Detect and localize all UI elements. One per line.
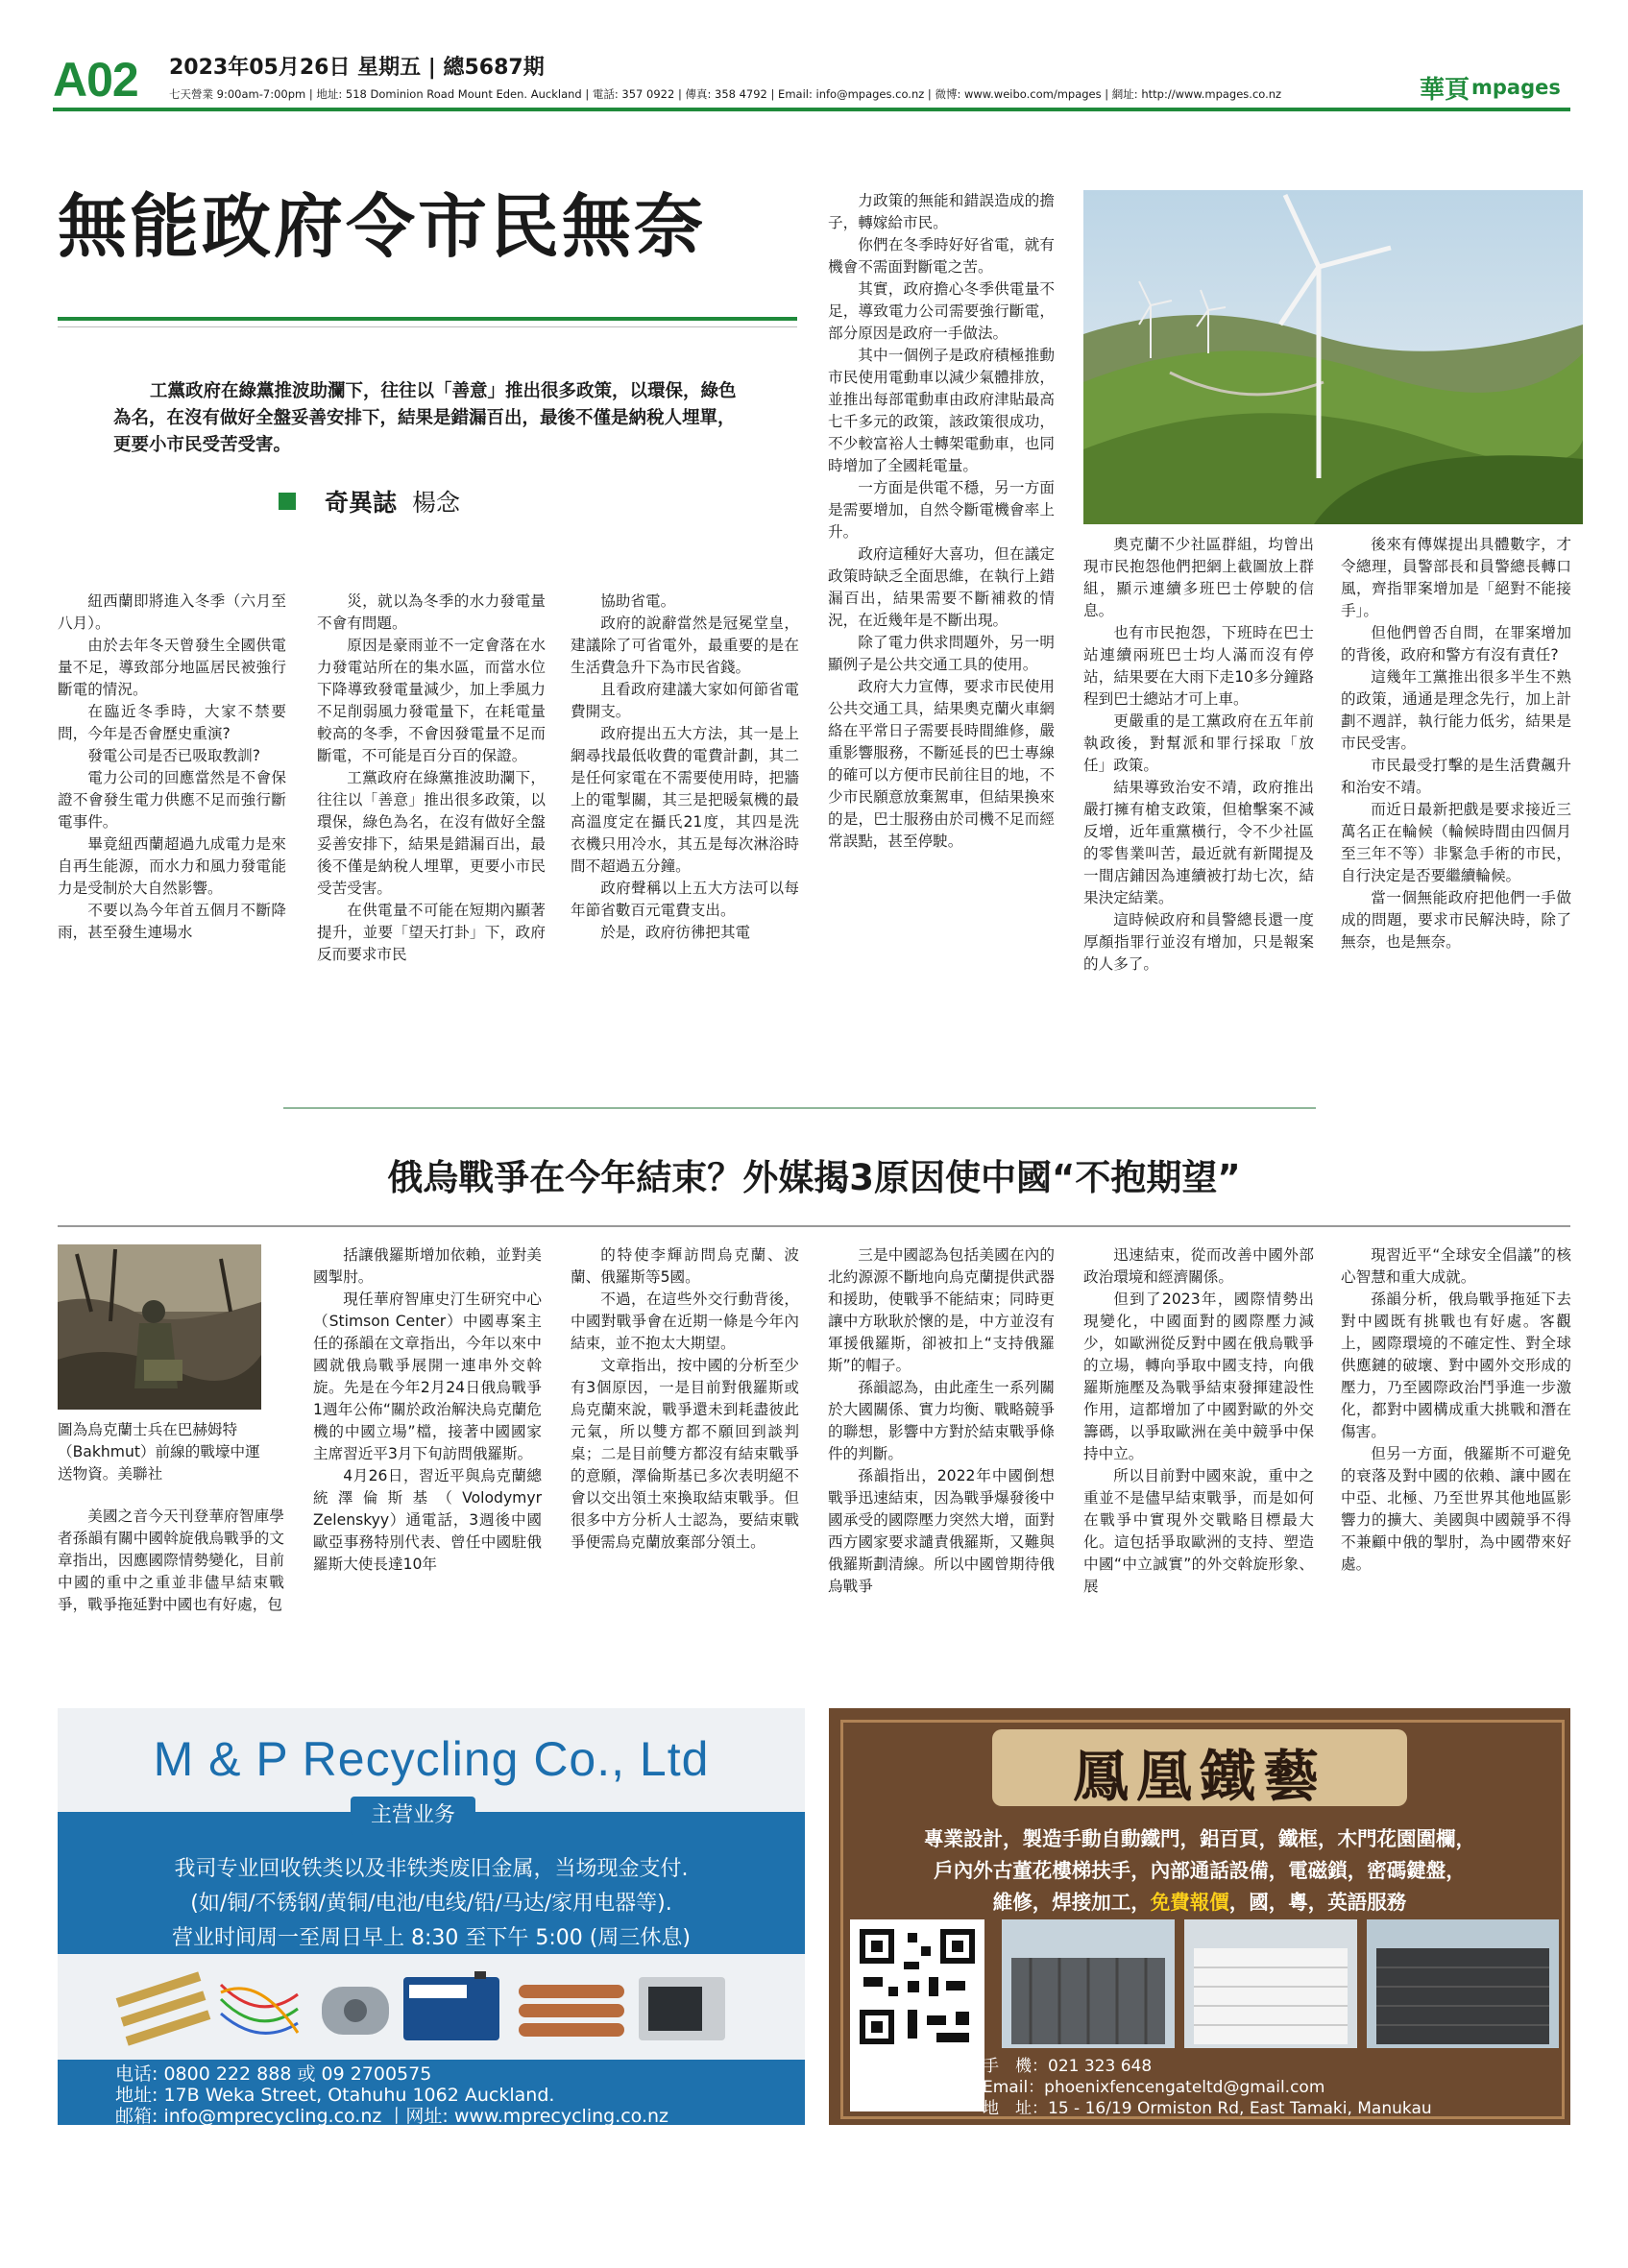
ad1-line3: 营业时间周一至周日早上 8:30 至下午 5:00 (周三休息) (172, 1926, 691, 1950)
ad2-line3b: ，國，粵，英語服務 (1228, 1891, 1407, 1914)
paragraph: 你們在冬季時好好省電，就有機會不需面對斷電之苦。 (828, 236, 1055, 276)
article2-col5 (1083, 1244, 1314, 1598)
ad1-contact (58, 2060, 805, 2125)
article2-col2 (313, 1244, 542, 1576)
article1-col2 (317, 591, 546, 966)
paragraph: 更嚴重的是工黨政府在五年前執政後，對幫派和罪行採取「放任」政策。 (1083, 712, 1314, 774)
paragraph: 結果導致治安不靖，政府推出嚴打擁有槍支政策，但槍擊案不減反增，近年重黨橫行，令不少社區的零售業叫苦，最近就有新聞提及一間店鋪因為連續被打劫七次，結果決定結業。 (1083, 779, 1314, 906)
ad2-services (858, 1823, 1542, 1918)
logo-mark: 華頁 (1420, 75, 1470, 105)
article2-col3 (571, 1244, 799, 1554)
paragraph: 孫韻指出，2022年中國倒想戰爭迅速結束，因為戰爭爆發後中國承受的國際壓力突然大增，面對西方國家要求譴責俄羅斯，又難與俄羅斯劃清線。所以中國曾期待俄烏戰爭 (828, 1467, 1055, 1595)
article2-rule (58, 1225, 1570, 1227)
paragraph: 這時候政府和員警總長還一度厚顏指罪行並沒有增加，只是報案的人多了。 (1083, 911, 1314, 973)
ad2-line2: 戶內外古董花樓梯扶手，內部通話設備，電磁鎖，密碼鍵盤， (934, 1859, 1466, 1882)
author-name: 楊念 (412, 489, 461, 517)
paragraph: 不過，在這些外交行動背後，中國對戰爭會在近期一條是今年內結束，並不抱太大期望。 (571, 1291, 799, 1352)
paragraph: 市民最受打擊的是生活費飆升和治安不靖。 (1341, 757, 1571, 796)
paragraph: 現任華府智庫史汀生研究中心（Stimson Center）中國專案主任的孫韻在文章指出，今年以來中國就俄烏戰爭展開一連串外交斡旋。先是在今年2月24日俄烏戰爭1週年公佈“關於政治解決烏克蘭危機的中國立場”檔，接著中國國家主席習近平3月下旬訪問俄羅斯。 (313, 1291, 542, 1462)
paragraph: 政府的說辭當然是冠冕堂皇，建議除了可省電外，最重要的是在生活費急升下為市民省錢。 (571, 615, 799, 676)
ad2-line3 (858, 1887, 1542, 1918)
article2-col6 (1341, 1244, 1571, 1576)
photo-caption: 圖為烏克蘭士兵在巴赫姆特（Bakhmut）前線的戰壕中運送物資。美聯社 (58, 1421, 260, 1483)
paragraph: 發電公司是否已吸取教訓? (87, 747, 260, 764)
paragraph: 這幾年工黨推出很多半生不熟的政策，通通是理念先行，加上計劃不週詳，執行能力低劣，結果是市民受害。 (1341, 668, 1571, 752)
paragraph: 孫韻認為，由此產生一系列關於大國關係、實力均衡、戰略競爭的聯想，影響中方對於結束戰爭條件的判斷。 (828, 1379, 1055, 1462)
paragraph: 其實，政府擔心冬季供電量不足，導致電力公司需要強行斷電，部分原因是政府一手做法。 (828, 280, 1055, 342)
ad1-line2: (如/铜/不锈钢/黄铜/电池/电线/铅/马达/家用电器等). (190, 1892, 672, 1916)
paragraph: 但他們曾否自問，在罪案增加的背後，政府和警方有沒有責任? (1341, 624, 1571, 664)
title-rule-thin (58, 326, 797, 327)
mp-recycling-ad[interactable] (58, 1708, 805, 2125)
header-rule (53, 108, 1570, 111)
paragraph: 也有市民抱怨，下班時在巴士站連續兩班巴士均人滿而沒有停站，結果要在大雨下走10多分鐘路程到巴士總站才可上車。 (1083, 624, 1314, 708)
paragraph: 所以目前對中國來說，重中之重並不是儘早結束戰爭，而是如何在戰爭中實現外交戰略目標最大化。這包括爭取歐洲的支持、塑造中國“中立誠實”的外交斡旋形象、展 (1083, 1467, 1314, 1595)
free-quote-highlight: 免費報價 (1150, 1891, 1229, 1914)
paragraph: 於是，政府彷彿把其電 (600, 924, 751, 941)
paragraph: 但到了2023年，國際情勢出現變化，中國面對的國際壓力減少，如歐洲從反對中國在俄烏戰爭的立場，轉向爭取中國支持，向俄羅斯施壓及為戰爭結束發揮建設性作用，這都增加了中國對歐的外交籌碼，以爭取歐洲在美中競爭中保持中立。 (1083, 1291, 1314, 1462)
paragraph: 4月26日，習近平與烏克蘭總統澤倫斯基（Volodymyr Zelenskyy）通電話，3週後中國歐亞事務特別代表、曾任中國駐俄羅斯大使長達10年 (313, 1467, 542, 1573)
ad1-line1: 我司专业回收铁类以及非铁类废旧金属，当场现金支付. (174, 1857, 689, 1881)
title-rule (58, 317, 797, 321)
paragraph: 紐西蘭即將進入冬季（六月至八月）。 (58, 592, 286, 632)
wind-turbine-photo (1083, 190, 1583, 524)
publisher-info: 七天營業 9:00am-7:00pm | 地址: 518 Dominion Road Mount Eden. Auckland | 電話: 357 0922 | 傳真: 358 4792 | Email: info@mpages.co.nz | 微博: www.weibo.com/mpages | 網址: http://www.mpages.co.nz (169, 87, 1282, 101)
paragraph: 孫韻分析，俄烏戰爭拖延下去對中國既有挑戰也有好處。客觀上，國際環境的不確定性、對全球供應鏈的破壞、對中國外交形成的壓力，乃至國際政治鬥爭進一步激化，都對中國構成重大挑戰和潛在傷害。 (1341, 1291, 1571, 1440)
paragraph: 文章指出，按中國的分析至少有3個原因，一是目前對俄羅斯或烏克蘭來說，戰爭還未到耗盡彼此元氣，所以雙方都不願回到談判桌；二是目前雙方都沒有結束戰爭的意願，澤倫斯基已多次表明絕不會以交出領土來換取結束戰爭。但很多中方分析人士認為，要結束戰爭便需烏克蘭放棄部分領土。 (571, 1357, 799, 1551)
section-divider (283, 1107, 1316, 1109)
paragraph: 當一個無能政府把他們一手做成的問題，要求市民解決時，除了無奈，也是無奈。 (1341, 889, 1571, 951)
paragraph: 原因是豪雨並不一定會落在水力發電站所在的集水區，而當水位下降導致發電量減少，加上季風力不足削弱風力發電量下，在耗電量較高的冬季，不會因發電量不足而斷電，不可能是百分百的保證。 (317, 637, 546, 764)
gate-photos (1002, 1919, 1559, 2048)
article1-col5 (1083, 534, 1314, 976)
ad1-tab: 主营业务 (351, 1797, 475, 1835)
article1-col4 (828, 190, 1055, 853)
paragraph: 不要以為今年首五個月不斷降雨，甚至發生連場水 (58, 902, 286, 941)
ad2-contact (983, 2056, 1432, 2119)
paragraph: 奧克蘭不少社區群組，均曾出現市民抱怨他們把網上截圖放上群組，顯示連續多班巴士停駛的信息。 (1083, 536, 1314, 619)
paragraph: 其中一個例子是政府積極推動市民使用電動車以減少氣體排放，並推出每部電動車由政府津貼最高七千多元的政策，該政策很成功，不少較富裕人士轉架電動車，也同時增加了全國耗電量。 (828, 347, 1055, 474)
page-number: A02 (53, 53, 138, 107)
ad1-email-web[interactable]: 邮箱: info@mprecycling.co.nz 丨网址: www.mprecycling.co.nz (115, 2106, 669, 2125)
ad2-address: 地 址：15 - 16/19 Ormiston Rd, East Tamaki, Manukau (983, 2099, 1432, 2118)
paragraph: 畢竟紐西蘭超過九成電力是來自再生能源，而水力和風力發電能力是受制於大自然影響。 (58, 835, 286, 897)
ad2-title: 鳳凰鐵藝 (1072, 1744, 1326, 1809)
byline (279, 484, 460, 519)
article1-title: 無能政府令市民無奈 (58, 185, 707, 267)
ad2-mobile[interactable]: 手 機：021 323 648 (983, 2057, 1153, 2076)
article1-col3 (571, 591, 799, 944)
paragraph: 在供電量不可能在短期內顯著提升，並要「望天打卦」下，政府反而要求市民 (317, 902, 546, 963)
paragraph: 政府這種好大喜功，但在議定政策時缺乏全面思維，在執行上錯漏百出，結果需要不斷補救的情況，在近幾年是不斷出現。 (828, 545, 1055, 629)
ad1-phone[interactable]: 电话: 0800 222 888 或 09 2700575 (115, 2063, 432, 2085)
article1-col6 (1341, 534, 1571, 953)
article1-col1 (58, 591, 286, 944)
paragraph: 括讓俄羅斯增加依賴，並對美國掣肘。 (313, 1246, 542, 1286)
paragraph: 美國之音今天刊登華府智庫學者孫韻有關中國斡旋俄烏戰爭的文章指出，因應國際情勢變化，目前中國的重中之重並非儘早結束戰爭，戰爭拖延對中國也有好處，包 (58, 1508, 284, 1613)
paragraph: 後來有傳媒提出具體數字，才令總理，員警部長和員警總長轉口風，齊指罪案增加是「絕對不能接手」。 (1341, 536, 1571, 619)
paragraph: 協助省電。 (600, 592, 676, 610)
column-name: 奇異誌 (325, 489, 398, 517)
phoenix-iron-art-ad[interactable] (829, 1708, 1570, 2125)
paragraph: 力政策的無能和錯誤造成的擔子，轉嫁給市民。 (828, 192, 1055, 231)
paragraph: 且看政府建議大家如何節省電費開支。 (571, 681, 799, 720)
paragraph: 現習近平“全球安全倡議”的核心智慧和重大成就。 (1341, 1246, 1571, 1286)
ad1-title: M & P Recycling Co., Ltd (153, 1732, 710, 1786)
paragraph: 在臨近冬季時，大家不禁要問，今年是否會歷史重演? (58, 703, 286, 742)
ad2-line3a: 維修，焊接加工， (992, 1891, 1151, 1914)
mpages-logo (1420, 73, 1561, 105)
paragraph: 電力公司的回應當然是不會保證不會發生電力供應不足而強行斷電事件。 (58, 769, 286, 831)
paragraph: 工黨政府在綠黨推波助瀾下，往往以「善意」推出很多政策，以環保，綠色為名，在沒有做好全盤妥善安排下，結果是錯漏百出，最後不僅是納稅人埋單，更要小市民受苦受害。 (317, 769, 546, 897)
paragraph: 災，就以為冬季的水力發電量不會有問題。 (317, 592, 546, 632)
ad1-address: 地址: 17B Weka Street, Otahuhu 1062 Auckland. (115, 2085, 555, 2106)
byline-square-icon (279, 493, 296, 510)
qr-code-image[interactable] (850, 1919, 984, 2111)
paragraph: 迅速結束，從而改善中國外部政治環境和經濟關係。 (1083, 1246, 1314, 1286)
paragraph: 一方面是供電不穩，另一方面是需要增加，自然令斷電機會率上升。 (828, 479, 1055, 541)
paragraph: 除了電力供求問題外，另一明顯例子是公共交通工具的使用。 (828, 634, 1055, 673)
article2-col4 (828, 1244, 1055, 1598)
logo-text: mpages (1471, 76, 1561, 99)
paragraph: 政府大力宣傳，要求市民使用公共交通工具，結果奧克蘭火車網絡在平常日子需要長時間維修，嚴重影響服務，不斷延長的巴士專線的確可以方便市民前往目的地，不少市民願意放棄駕車，但結果換來的是，巴士服務由於司機不足而經常誤點，甚至停駛。 (828, 678, 1055, 850)
paragraph: 而近日最新把戲是要求接近三萬名正在輪候（輪候時間由四個月至三年不等）非緊急手術的市民，自行決定是否要繼續輪候。 (1341, 801, 1571, 884)
ad2-email[interactable]: Email：phoenixfencengateltd@gmail.com (983, 2078, 1325, 2097)
paragraph: 由於去年冬天曾發生全國供電量不足，導致部分地區居民被強行斷電的情況。 (58, 637, 286, 698)
paragraph: 政府聲稱以上五大方法可以每年節省數百元電費支出。 (571, 880, 799, 919)
paragraph: 三是中國認為包括美國在內的北約源源不斷地向烏克蘭提供武器和援助，使戰爭不能結束；同時更讓中方耿耿於懷的是，中方並沒有軍援俄羅斯，卻被扣上“支持俄羅斯”的帽子。 (828, 1246, 1055, 1374)
article2-col1 (58, 1506, 284, 1616)
ad2-line1: 專業設計，製造手動自動鐵門，鋁百頁，鐵框，木門花園圍欄， (924, 1827, 1475, 1850)
paragraph: 但另一方面，俄羅斯不可避免的衰落及對中國的依賴、讓中國在中亞、北極、乃至世界其他地區影響力的擴大、美國與中國競爭不得不兼顧中俄的掣肘，為中國帶來好處。 (1341, 1445, 1571, 1573)
article2-title: 俄烏戰爭在今年結束？外媒揭3原因使中國“不抱期望” (387, 1157, 1241, 1198)
article1-intro: 工黨政府在綠黨推波助瀾下，往往以「善意」推出很多政策，以環保，綠色為名，在沒有做好全盤妥善安排下，結果是錯漏百出，最後不僅是納稅人埋單，更要小市民受苦受害。 (113, 381, 737, 455)
issue-date: 2023年05月26日 星期五 | 總5687期 (169, 56, 545, 80)
recyclables-image (115, 1966, 749, 2048)
soldier-photo (58, 1244, 261, 1410)
paragraph: 政府提出五大方法，其一是上網尋找最低收費的電費計劃，其二是任何家電在不需要使用時，把牆上的電掣關，其三是把暖氣機的最高溫度定在攝氏21度，其四是洗衣機只用冷水，其五是每次淋浴時間不超過五分鐘。 (571, 725, 799, 875)
paragraph: 的特使李輝訪問烏克蘭、波蘭、俄羅斯等5國。 (571, 1246, 799, 1286)
